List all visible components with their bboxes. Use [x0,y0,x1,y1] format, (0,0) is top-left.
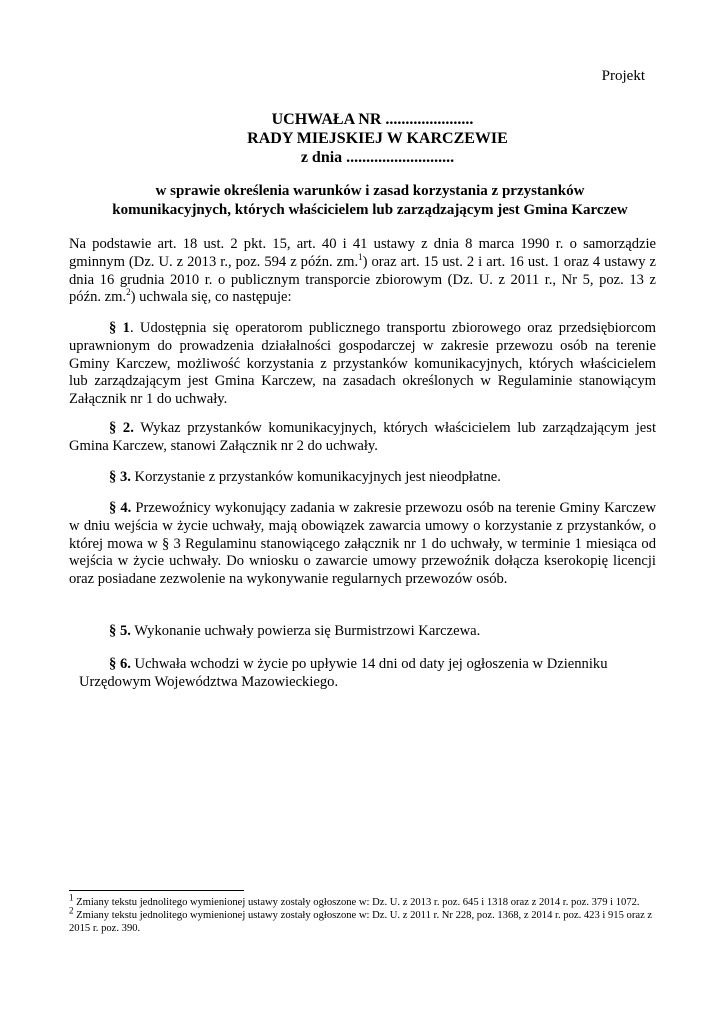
title-line-council: RADY MIEJSKIEJ W KARCZEWIE [247,130,508,147]
paragraph-text: Przewoźnicy wykonujący zadania w zakresie przewozu osób na terenie Gminy Karczew w dniu wejścia w życie uchwały, mają obowiązek zawarcia umowy o korzystanie z przystanków, o której mowa w § 3 Regulaminu stanowiącego załącznik nr 1 do uchwały, w terminie 1 miesiąca od wejścia w życie uchwały. Do wniosku o zawarcie umowy przewoźnik dołącza kserokopię licencji oraz posiadane zezwolenie na wykonywanie regularnych przewozów osób. [69,500,656,588]
paragraph-number: § 4. [109,500,132,516]
footnote-ref-2: 2 [126,287,131,298]
intro-part-1: Na podstawie art. 18 ust. 2 pkt. 15, art. 40 i 41 ustawy z dnia 8 marca 1990 r. o samorządzie gminnym (Dz. U. z 2013 r., poz. 594 z późn. zm. [69,236,656,270]
intro-part-3: ) uchwala się, co następuje: [130,289,292,306]
footnote-ref-1: 1 [358,251,363,262]
paragraph-number: § 6. [109,656,131,672]
subject-line-2: komunikacyjnych, których właścicielem lub zarządzającym jest Gmina Karczew [112,202,628,218]
paragraph-3 [69,469,656,487]
paragraph-6 [69,656,656,692]
footnote-separator [69,890,244,891]
paragraph-number: § 3. [109,469,131,485]
paragraph-text: Korzystanie z przystanków komunikacyjnych jest nieodpłatne. [130,469,501,485]
title-line-number: UCHWAŁA NR ...................... [271,111,474,128]
paragraph-number: § 2. [109,420,134,436]
paragraph-2 [69,420,656,456]
resolution-subject [80,182,660,220]
paragraph-4 [69,500,656,589]
projekt-label: Projekt [601,68,645,84]
paragraph-number: § 5. [109,623,131,639]
footnote-marker: 2 [69,905,74,916]
paragraph-text: . Udostępnia się operatorom publicznego transportu zbiorowego oraz przedsiębiorcom uprawnionym do prowadzenia działalności gospodarczej w zakresie przewozu osób na terenie Gminy Karczew, możliwość korzystania z przystanków komunikacyjnych, których właścicielem lub zarządzającym jest Gmina Karczew, na zasadach określonych w Regulaminie stanowiącym Załącznik nr 1 do uchwały. [69,320,656,408]
resolution-title [0,110,725,167]
intro-part-2: ) oraz art. 15 ust. 2 i art. 16 ust. 1 oraz 4 ustawy z dnia 16 grudnia 2010 r. o publicznym transporcie zbiorowym (Dz. U. z 2011 r., Nr 5, poz. 13 z późn. zm. [69,253,656,306]
footnote-text: Zmiany tekstu jednolitego wymienionej ustawy zostały ogłoszone w: Dz. U. z 2011 r. Nr 228, poz. 1368, z 2014 r. poz. 423 i 915 oraz z 2015 r. poz. 390. [69,910,653,934]
paragraph-1 [69,320,656,409]
subject-line-1: w sprawie określenia warunków i zasad korzystania z przystanków [155,183,585,199]
legal-basis-intro [69,236,656,307]
paragraph-number: § 1 [109,320,130,336]
footnote-2 [69,905,659,935]
paragraph-5 [69,623,656,641]
title-line-date: z dnia ........................... [300,149,455,166]
paragraph-text: Wykaz przystanków komunikacyjnych, których właścicielem lub zarządzającym jest Gmina Karczew, stanowi Załącznik nr 2 do uchwały. [69,420,657,454]
footnote-text: Zmiany tekstu jednolitego wymienionej ustawy zostały ogłoszone w: Dz. U. z 2013 r. poz. 645 i 1318 oraz z 2014 r. poz. 379 i 1072. [73,897,640,908]
footnote-1 [69,892,659,909]
paragraph-text: Wykonanie uchwały powierza się Burmistrzowi Karczewa. [130,623,481,639]
paragraph-text-tail: Urzędowym Województwa Mazowieckiego. [79,673,339,690]
paragraph-text: Uchwała wchodzi w życie po upływie 14 dni od daty jej ogłoszenia w Dzienniku [130,656,608,672]
footnotes [69,892,659,935]
footnote-marker: 1 [69,892,74,903]
